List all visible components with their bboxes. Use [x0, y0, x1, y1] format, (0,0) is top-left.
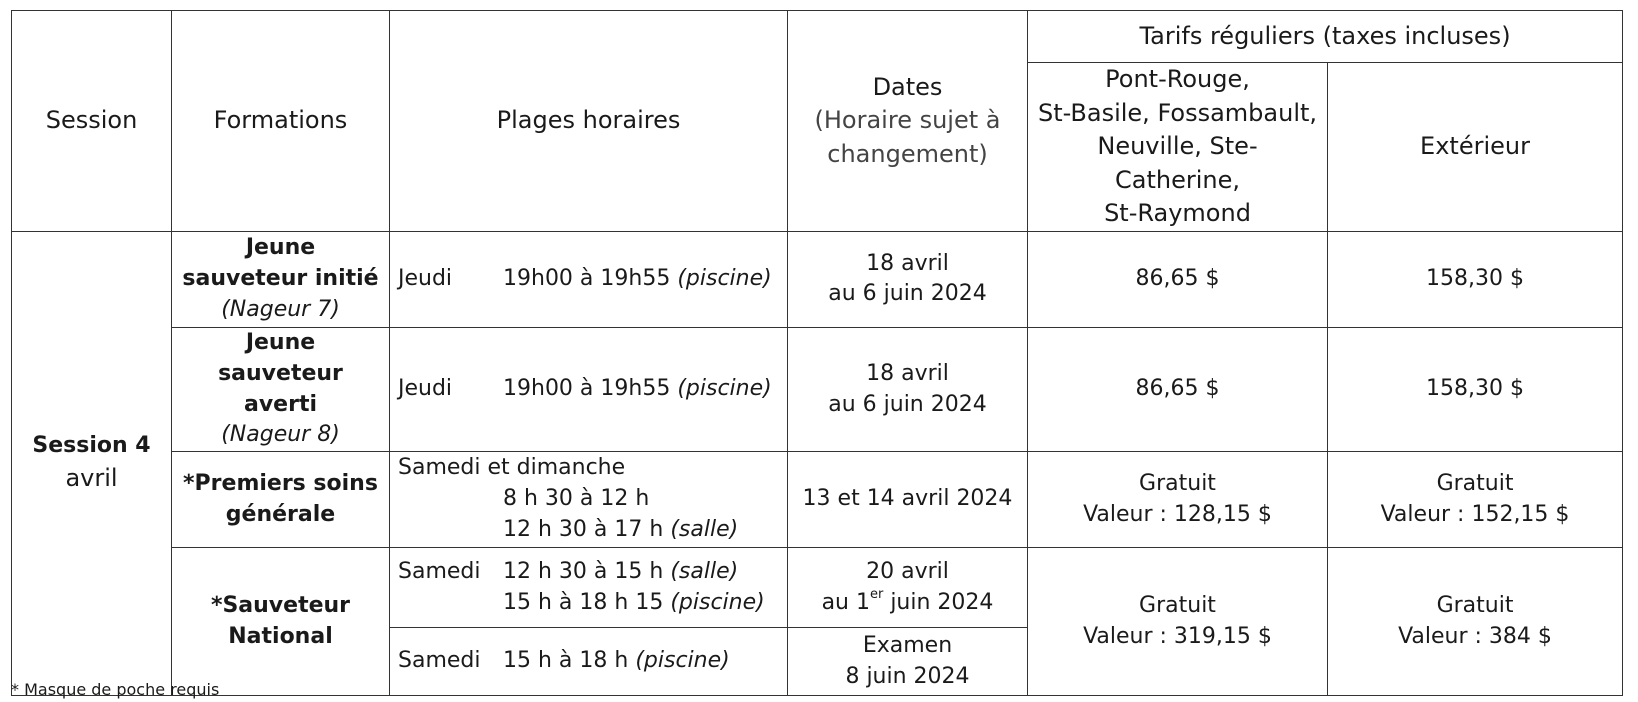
- price-value: Valeur : 128,15 $: [1083, 501, 1272, 527]
- header-dates-note-1: (Horaire sujet à: [814, 106, 1001, 135]
- table-row: [12, 548, 1623, 628]
- plage-time: 19h00 à 19h55: [503, 266, 671, 292]
- formation-line: sauveteur averti: [218, 360, 343, 417]
- formation-line: *Sauveteur: [210, 592, 351, 618]
- formation-line: Jeune: [245, 235, 316, 261]
- header-formations: Formations: [172, 11, 390, 232]
- plage-cell: [390, 548, 788, 628]
- formation-line: générale: [225, 501, 336, 527]
- plage-day: Samedi: [398, 648, 481, 674]
- dates-part: au 1: [821, 589, 870, 615]
- header-tarifs: Tarifs réguliers (taxes incluses): [1028, 11, 1623, 63]
- table-row: [12, 327, 1623, 451]
- price-local-cell: 86,65 $: [1028, 327, 1328, 451]
- session-name: Session 4: [32, 433, 151, 459]
- price-local-cell: 86,65 $: [1028, 231, 1328, 327]
- dates-superscript: er: [869, 587, 884, 603]
- dates-line: 18 avril: [866, 250, 949, 276]
- plage-time: 12 h 30 à 15 h: [503, 558, 664, 584]
- price-ext-cell: [1328, 452, 1623, 548]
- formation-cell: [172, 548, 390, 696]
- plage-place: (salle): [670, 517, 739, 543]
- formation-cell: [172, 452, 390, 548]
- header-session: Session: [12, 11, 172, 232]
- formation-line: Jeune: [245, 329, 316, 355]
- dates-cell: [788, 231, 1028, 327]
- plage-time: 19h00 à 19h55: [503, 376, 671, 402]
- price-status: Gratuit: [1436, 470, 1514, 496]
- plage-place: (piscine): [670, 589, 765, 615]
- price-value: Valeur : 384 $: [1398, 623, 1552, 649]
- region-line-2: St-Basile, Fossambault,: [1037, 98, 1318, 127]
- table-row: [12, 231, 1623, 327]
- plage-cell: [390, 327, 788, 451]
- dates-part: juin 2024: [883, 589, 994, 615]
- plage-days: Samedi et dimanche: [398, 455, 626, 481]
- dates-line: Examen: [862, 632, 953, 658]
- plage-slot: 8 h 30 à 12 h: [503, 486, 650, 512]
- header-dates-note-2: changement): [827, 139, 988, 168]
- header-plages-horaires: Plages horaires: [390, 11, 788, 232]
- price-value: Valeur : 319,15 $: [1083, 623, 1272, 649]
- price-ext-cell: 158,30 $: [1328, 327, 1623, 451]
- formation-subtitle: (Nageur 8): [221, 422, 340, 448]
- formation-cell: [172, 327, 390, 451]
- dates-line: au 6 juin 2024: [828, 281, 987, 307]
- formation-line: National: [228, 623, 333, 649]
- price-status: Gratuit: [1436, 592, 1514, 618]
- dates-line: 18 avril: [866, 360, 949, 386]
- price-status: Gratuit: [1139, 592, 1216, 618]
- header-row: [12, 11, 1623, 63]
- schedule-table: [11, 10, 1623, 696]
- dates-cell: 13 et 14 avril 2024: [788, 452, 1028, 548]
- plage-place: (piscine): [635, 648, 730, 674]
- formation-subtitle: (Nageur 7): [221, 296, 340, 322]
- plage-time: 15 h à 18 h: [503, 648, 629, 674]
- plage-cell: [390, 452, 788, 548]
- table-row: [12, 452, 1623, 548]
- footnote: * Masque de poche requis: [11, 680, 220, 699]
- plage-slot: [398, 515, 779, 546]
- price-local-cell: [1028, 452, 1328, 548]
- session-cell: [12, 231, 172, 695]
- dates-cell: [788, 548, 1028, 628]
- plage-cell: [390, 231, 788, 327]
- dates-line: 20 avril: [866, 558, 949, 584]
- price-ext-cell: 158,30 $: [1328, 231, 1623, 327]
- plage-cell: [390, 628, 788, 696]
- session-month: avril: [65, 464, 118, 493]
- header-region-local: [1028, 63, 1328, 232]
- price-local-cell: [1028, 548, 1328, 696]
- plage-day: Samedi: [398, 558, 481, 584]
- plage-day: Jeudi: [398, 266, 453, 292]
- header-dates: [788, 11, 1028, 232]
- plage-place: (salle): [670, 558, 739, 584]
- header-dates-title: Dates: [872, 72, 943, 101]
- dates-line: au 6 juin 2024: [828, 391, 987, 417]
- price-status: Gratuit: [1139, 470, 1216, 496]
- dates-cell: [788, 628, 1028, 696]
- formation-cell: [172, 231, 390, 327]
- plage-slot: [398, 588, 779, 619]
- region-line-3: Neuville, Ste-Catherine,: [1097, 132, 1258, 194]
- region-line-4: St-Raymond: [1104, 199, 1251, 228]
- price-ext-cell: [1328, 548, 1623, 696]
- formation-line: *Premiers soins: [183, 470, 378, 496]
- plage-time: 12 h 30 à 17 h: [503, 517, 664, 543]
- plage-place: (piscine): [677, 266, 772, 292]
- region-line-1: Pont-Rouge,: [1105, 65, 1250, 93]
- dates-line: 8 juin 2024: [845, 663, 970, 689]
- header-exterieur: Extérieur: [1328, 63, 1623, 232]
- formation-line: sauveteur initié: [182, 266, 379, 292]
- dates-cell: [788, 327, 1028, 451]
- plage-place: (piscine): [677, 376, 772, 402]
- plage-day: Jeudi: [398, 376, 453, 402]
- price-value: Valeur : 152,15 $: [1380, 501, 1570, 527]
- dates-line: [796, 588, 1019, 619]
- plage-time: 15 h à 18 h 15: [503, 589, 664, 615]
